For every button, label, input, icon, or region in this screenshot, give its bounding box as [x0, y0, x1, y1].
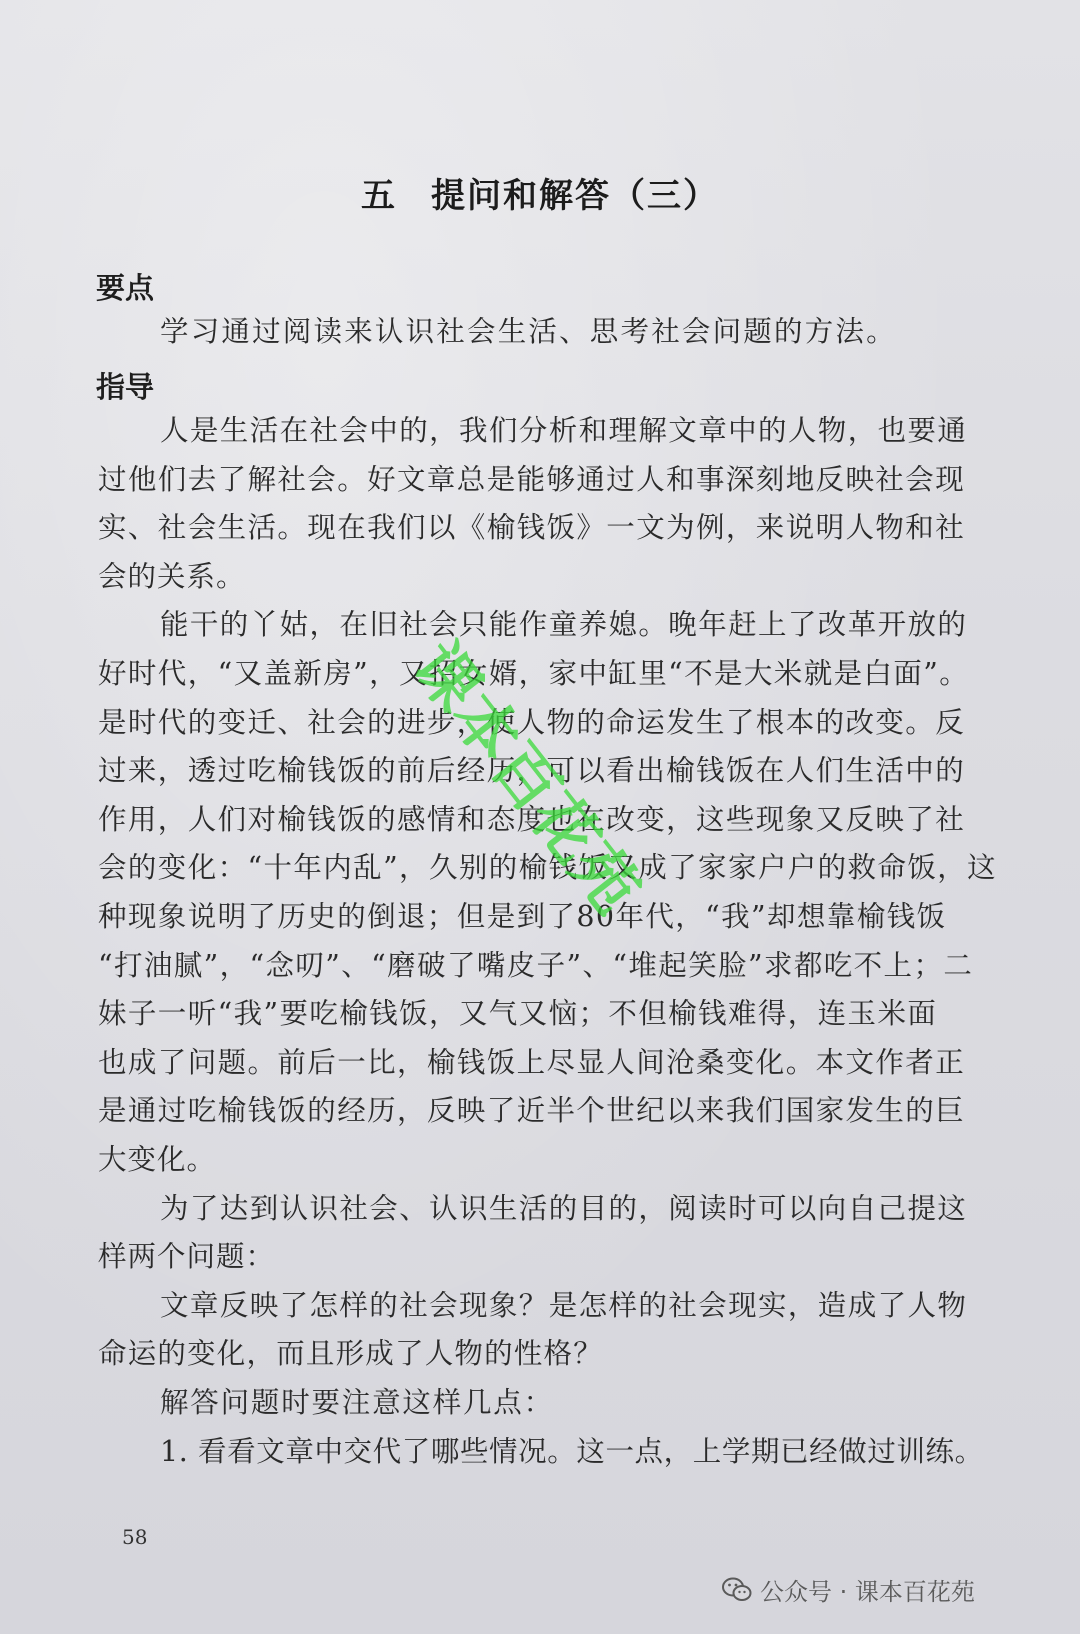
text-line: 大变化。	[98, 1143, 217, 1176]
text-line: 会的关系。	[98, 560, 246, 593]
chapter-title-text: 提问和解答（三）	[431, 176, 719, 216]
page-number: 58	[122, 1525, 148, 1549]
wechat-icon	[722, 1577, 752, 1603]
guidance-heading: 指导	[96, 370, 155, 404]
text-line: 种现象说明了历史的倒退；但是到了80年代，“我”却想靠榆钱饭	[98, 900, 947, 933]
text-line: 是通过吃榆钱饭的经历，反映了近半个世纪以来我们国家发生的巨	[98, 1094, 966, 1127]
text-line: 为了达到认识社会、认识生活的目的，阅读时可以向自己提这	[160, 1192, 968, 1225]
text-line: 过来，透过吃榆钱饭的前后经历，可以看出榆钱饭在人们生活中的	[98, 754, 966, 787]
chapter-title	[0, 168, 1080, 217]
text-line: 文章反映了怎样的社会现象？是怎样的社会现实，造成了人物	[160, 1289, 968, 1322]
watermark-text: 课本百花苑	[397, 629, 653, 928]
text-line: 过他们去了解社会。好文章总是能够通过人和事深刻地反映社会现	[98, 463, 966, 496]
text-line: 实、社会生活。现在我们以《榆钱饭》一文为例，来说明人物和社	[98, 511, 966, 544]
text-line: 样两个问题：	[98, 1240, 276, 1273]
footer-brand[interactable]	[722, 1572, 975, 1607]
text-line: 人是生活在社会中的，我们分析和理解文章中的人物，也要通	[160, 414, 968, 447]
text-line: 会的变化：“十年内乱”，久别的榆钱饭又成了家家户户的救命饭，这	[98, 851, 998, 884]
text-line: 也成了问题。前后一比，榆钱饭上尽显人间沧桑变化。本文作者正	[98, 1046, 966, 1079]
text-line: 命运的变化，而且形成了人物的性格？	[98, 1337, 603, 1370]
text-line: 解答问题时要注意这样几点：	[160, 1386, 554, 1419]
text-line: 作用，人们对榆钱饭的感情和态度也在改变，这些现象又反映了社	[98, 803, 966, 836]
footer-brand-text: 公众号 · 课本百花苑	[760, 1578, 975, 1606]
text-line: 妹子一听“我”要吃榆钱饭，又气又恼；不但榆钱难得，连玉米面	[98, 997, 938, 1030]
text-line: 是时代的变迁、社会的进步，使人物的命运发生了根本的改变。反	[98, 706, 966, 739]
chapter-number: 五	[361, 176, 397, 216]
key-points-text: 学习通过阅读来认识社会生活、思考社会问题的方法。	[160, 315, 897, 348]
text-line: 能干的丫姑，在旧社会只能作童养媳。晚年赶上了改革开放的	[160, 608, 968, 641]
text-line: 好时代，“又盖新房”，又招女婿，家中缸里“不是大米就是白面”。	[98, 657, 970, 690]
text-line: 1. 看看文章中交代了哪些情况。这一点，上学期已经做过训练。	[160, 1435, 984, 1468]
text-line: “打油腻”，“念叨”、“磨破了嘴皮子”、“堆起笑脸”求都吃不上；二	[98, 949, 974, 982]
key-points-heading: 要点	[96, 271, 155, 305]
